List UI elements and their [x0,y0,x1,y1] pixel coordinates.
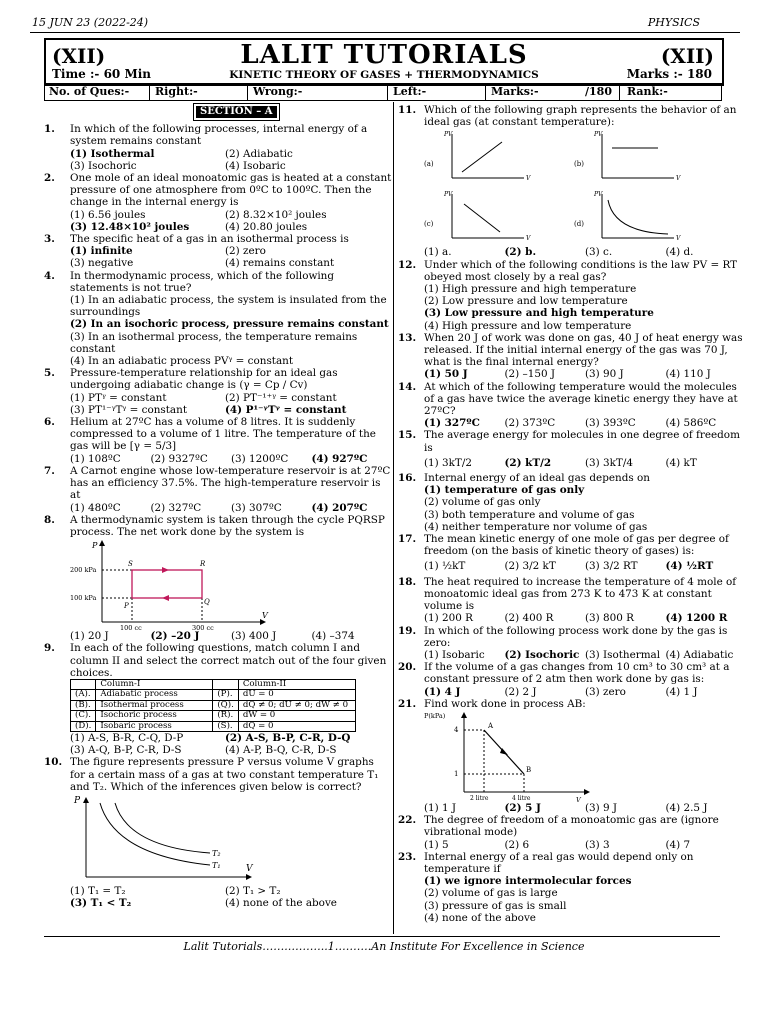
option[interactable]: (2) 400 R [504,612,554,625]
question-15: 15. The average energy for molecules in one degree of freedom is [398,429,740,454]
svg-text:(d): (d) [574,220,584,229]
wrong-count: Wrong:- [253,85,303,98]
option[interactable]: (1) we ignore intermolecular forces [424,875,632,888]
option[interactable]: (2) 5 J [504,801,541,814]
question-23: 23. Internal energy of a real gas would depend only on temperature if [398,850,694,875]
match-table: Column-I Column-II (A). Adiabatic process (P). dU = 0 (B). Isothermal process (Q). dQ ≠ 0; dU ≠ 0; dW ≠ 0 (C). Isochoric process (R). dW = 0 (D). Isobaric process (S). dQ = 0 [70,679,356,732]
curve-t1 [100,803,210,865]
question-13: 13. When 20 J of work was done on gas, 40 J of heat energy was released. If the initial internal energy of the gas was 70 J, what is the final internal energy? [398,331,743,369]
option[interactable]: (2) Low pressure and low temperature [424,295,628,308]
option[interactable]: (2) 373ºC [504,417,556,430]
option[interactable]: (1) 5 [424,838,449,851]
subject-label: PHYSICS [647,16,700,29]
svg-text:P: P [124,602,129,611]
top-bar [30,14,740,33]
option[interactable]: (3) negative [70,257,134,270]
question-9: 9. In each of the following questions, match column I and column II and select the correct match out of the four given choices. [44,642,387,679]
option[interactable]: (1) infinite [70,245,133,258]
institute-title: LALIT TUTORIALS [240,40,528,70]
option[interactable]: (3) 1200ºC [231,452,289,465]
option[interactable]: (3) pressure of gas is small [424,899,567,912]
option[interactable]: (4) A-P, B-Q, C-R, D-S [225,744,337,757]
option[interactable]: (3) PT¹⁻ᵞTᵞ = constant [70,403,187,416]
option[interactable]: (1) PTᵞ = constant [70,391,167,404]
svg-text:T₁: T₁ [212,860,221,870]
svg-text:(b): (b) [574,160,584,169]
question-10: 10. The figure represents pressure P versus volume V graphs for a certain mass of a gas at two constant temperature T₁ and T₂. Which of the inferences given below is correct? [44,756,379,793]
marks-total: /180 [585,85,612,98]
question-20: 20. If the volume of a gas changes from 10 cm³ to 30 cm³ at a constant pressure of 2 atm then work done by gas is: [398,661,730,686]
svg-text:100 cc: 100 cc [120,624,142,631]
option[interactable]: (3) both temperature and volume of gas [424,508,635,521]
curve-t2 [115,803,210,853]
option[interactable]: (4) –374 [311,630,355,643]
ques-count: No. of Ques:- [49,85,130,98]
pv-ab-diagram [424,710,594,802]
option[interactable]: (3) A-Q, B-P, C-R, D-S [70,744,182,757]
class-label-right: (XII) [660,44,714,68]
svg-text:4 litre: 4 litre [512,794,531,802]
option[interactable]: (4) neither temperature nor volume of gas [424,520,648,533]
page-footer: Lalit Tutorials…….………..1……….An Institute For Excellence in Science [183,940,585,953]
option[interactable]: (3) 3kT/4 [585,456,633,469]
svg-text:V: V [576,795,581,802]
option[interactable]: (3) Low pressure and high temperature [424,307,654,320]
option[interactable]: (2) –150 J [504,368,556,381]
option[interactable]: (2) 8.32×10² joules [225,208,327,221]
option[interactable]: (3) 12.48×10² joules [70,220,190,233]
option[interactable]: (1) 3kT/2 [424,456,472,469]
option[interactable]: (2) b. [504,246,537,259]
question-19: 19. In which of the following process work done by the gas is zero: [398,624,728,649]
option[interactable]: (3) 9 J [585,801,618,814]
option[interactable]: (3) 307ºC [231,501,282,514]
option[interactable]: (2) T₁ > T₂ [225,884,281,897]
option[interactable]: (1) A-S, B-R, C-Q, D-P [70,731,184,744]
option[interactable]: (3) 3/2 RT [585,560,638,573]
question-1: 1. In which of the following processes, internal energy of a system remains constant [44,123,368,148]
svg-text:V: V [526,175,531,183]
option[interactable]: (3) zero [585,685,626,698]
axis-v: V [262,611,268,621]
option[interactable]: (4) 20.80 joules [225,220,308,233]
option[interactable]: (2) A-S, B-P, C-R, D-Q [225,731,351,744]
option[interactable]: (2) 9327ºC [150,452,208,465]
option[interactable]: (3) 400 J [231,630,277,643]
question-16: 16. Internal energy of an ideal gas depends on [398,472,650,485]
question-7: 7. A Carnot engine whose low-temperature reservoir is at 27ºC has an efficiency 37.5%. The high-temperature reservoir is at [44,464,391,502]
option[interactable]: (3) Isochoric [70,159,137,172]
option[interactable]: (1) In an adiabatic process, the system is insulated from the surroundings [70,294,387,319]
option[interactable]: (1) Isobaric [424,648,485,661]
svg-text:PV: PV [594,191,603,199]
option[interactable]: (1) T₁ = T₂ [70,884,126,897]
option[interactable]: (3) In an isothermal process, the temperature remains constant [70,330,358,355]
question-5: 5. Pressure-temperature relationship for an ideal gas undergoing adiabatic change is (γ = Cp / Cv) [44,367,338,392]
option[interactable]: (4) Isobaric [225,159,286,172]
svg-text:PV: PV [594,131,603,139]
option[interactable]: (1) 50 J [424,368,468,381]
question-21: 21. Find work done in process AB: [398,697,586,710]
option[interactable]: (4) High pressure and low temperature [424,319,632,332]
option[interactable]: (2) In an isochoric process, pressure remains constant [70,318,389,331]
svg-text:R: R [200,560,206,569]
table-row: (D). Isobaric process (S). dQ = 0 [71,721,356,731]
svg-text:(a): (a) [424,160,434,169]
option[interactable]: (2) kT/2 [504,456,552,469]
option[interactable]: (4) P¹⁻ᵞTᵞ = constant [225,403,347,416]
option[interactable]: (2) zero [225,245,266,258]
pv-graphs-diagram [424,128,724,246]
option[interactable]: (4) 927ºC [311,452,368,465]
option[interactable]: (1) 1 J [424,801,457,814]
left-column [44,104,392,909]
score-bar [44,83,722,101]
tick-100: 100 kPa [70,594,97,603]
option[interactable]: (4) remains constant [225,257,335,270]
table-row: (B). Isothermal process (Q). dQ ≠ 0; dU ≠ 0; dW ≠ 0 [71,700,356,710]
table-row: (C). Isochoric process (R). dW = 0 [71,711,356,721]
option[interactable]: (4) kT [665,456,697,469]
option[interactable]: (4) none of the above [225,897,337,910]
pv-cycle-diagram [70,538,270,630]
option[interactable]: (1) High pressure and high temperature [424,283,637,296]
option[interactable]: (3) 3 [585,838,610,851]
option[interactable]: (2) PT⁻¹⁺ᵞ = constant [225,391,337,404]
svg-text:P(kPa): P(kPa) [424,711,446,720]
option[interactable]: (1) 200 R [424,612,473,625]
option[interactable]: (1) Isothermal [70,147,155,160]
option[interactable]: (4) 586ºC [665,417,717,430]
question-14: 14. At which of the following temperature would the molecules of a gas have twice the average kinetic energy they have at 27ºC? [398,380,738,418]
svg-text:A: A [488,721,494,730]
option[interactable]: (4) 2.5 J [665,801,708,814]
svg-text:B: B [526,765,532,774]
svg-text:1: 1 [454,769,459,778]
question-8: 8. A thermodynamic system is taken through the cycle PQRSP process. The net work done by the system is [44,513,385,538]
paper-subtitle: KINETIC THEORY OF GASES + THERMODYNAMICS [229,69,539,81]
option[interactable]: (2) volume of gas is large [424,887,558,900]
right-count: Right:- [155,85,198,98]
time-label: Time :- 60 Min [52,67,152,81]
svg-text:(c): (c) [424,220,434,229]
option[interactable]: (1) temperature of gas only [424,484,585,497]
option[interactable]: (4) 110 J [665,368,711,381]
svg-text:P: P [74,795,81,806]
svg-text:4: 4 [454,725,459,734]
option[interactable]: (3) 393ºC [585,417,636,430]
svg-text:T₂: T₂ [212,848,221,858]
question-22: 22. The degree of freedom of a monoatomic gas are (ignore vibrational mode) [398,814,719,839]
isotherm-diagram [70,793,260,885]
paper-header [44,38,724,86]
left-count: Left:- [393,85,427,98]
option[interactable]: (3) 90 J [585,368,624,381]
tick-200: 200 kPa [70,566,97,575]
question-3: 3. The specific heat of a gas in an isothermal process is [44,233,349,246]
svg-text:2 litre: 2 litre [470,794,489,802]
option[interactable]: (1) 4 J [424,685,461,698]
svg-text:PV: PV [444,191,453,199]
question-17: 17. The mean kinetic energy of one mole of gas per degree of freedom (on the basis of kinetic theory of gases) is: [398,533,729,558]
svg-text:Q: Q [204,598,210,607]
option[interactable]: (1) 480ºC [70,501,121,514]
class-label-left: (XII) [52,44,106,68]
option[interactable]: (4) ½RT [665,560,714,573]
option[interactable]: (2) –20 J [150,630,200,643]
option[interactable]: (2) Isochoric [504,648,580,661]
option[interactable]: (2) 6 [504,838,530,851]
axis-p: P [92,541,98,551]
footer-rule [44,936,720,937]
option[interactable]: (1) 108ºC [70,452,121,465]
option[interactable]: (4) d. [665,246,694,259]
svg-text:300 cc: 300 cc [192,624,214,631]
option[interactable]: (3) T₁ < T₂ [70,897,132,910]
marks-label: Marks :- 180 [626,67,712,81]
question-12: 12. Under which of the following conditions is the law PV = RT obeyed most closely by a real gas? [398,258,738,283]
question-2: 2. One mole of an ideal monoatomic gas is heated at a constant pressure of one atmosphere from 0ºC to 100ºC. Then the change in the internal energy is [44,172,392,209]
option[interactable]: (2) Adiabatic [225,147,293,160]
option[interactable]: (4) 207ºC [311,501,368,514]
option[interactable]: (1) 20 J [70,630,109,643]
question-11: 11. Which of the following graph represents the behavior of an ideal gas (at constant temperature): [398,104,737,129]
svg-text:V: V [246,863,253,874]
option[interactable]: (4) 1 J [665,685,698,698]
option[interactable]: (1) a. [424,246,452,259]
section-badge: SECTION – A [194,104,279,120]
option[interactable]: (2) 327ºC [150,501,202,514]
option[interactable]: (4) none of the above [424,911,536,924]
question-18: 18. The heat required to increase the temperature of 4 mole of monoatomic ideal gas from 273 K to 473 K at constant volume is [398,575,737,613]
option[interactable]: (4) Adiabatic [665,648,734,661]
question-4: 4. In thermodynamic process, which of the following statements is not true? [44,269,335,294]
option[interactable]: (3) 800 R [585,612,634,625]
option[interactable]: (1) 327ºC [424,417,480,430]
table-row: (A). Adiabatic process (P). dU = 0 [71,690,356,700]
option[interactable]: (2) 2 J [504,685,537,698]
option[interactable]: (1) ½kT [424,560,466,573]
option[interactable]: (1) 6.56 joules [70,208,146,221]
svg-text:V: V [526,235,531,243]
marks-count: Marks:- [491,85,539,98]
question-6: 6. Helium at 27ºC has a volume of 8 litres. It is suddenly compressed to a volume of 1 litre. The temperature of the gas will be [γ = 5/3] [44,416,376,453]
option[interactable]: (4) 1200 R [665,612,728,625]
rank-label: Rank:- [627,85,668,98]
option[interactable]: (4) In an adiabatic process PVᵞ = constant [70,355,294,368]
option[interactable]: (2) volume of gas only [424,496,541,509]
paper-date: 15 JUN 23 (2022-24) [32,16,149,29]
option[interactable]: (3) c. [585,246,613,259]
option[interactable]: (3) Isothermal [585,648,661,661]
right-column [398,104,746,924]
svg-text:V: V [676,235,681,243]
column-divider [393,102,394,934]
svg-text:S: S [128,560,133,569]
svg-text:V: V [676,175,681,183]
option[interactable]: (4) 7 [665,838,691,851]
cycle-path [132,570,202,598]
svg-text:PV: PV [444,131,453,139]
option[interactable]: (2) 3/2 kT [504,560,556,573]
